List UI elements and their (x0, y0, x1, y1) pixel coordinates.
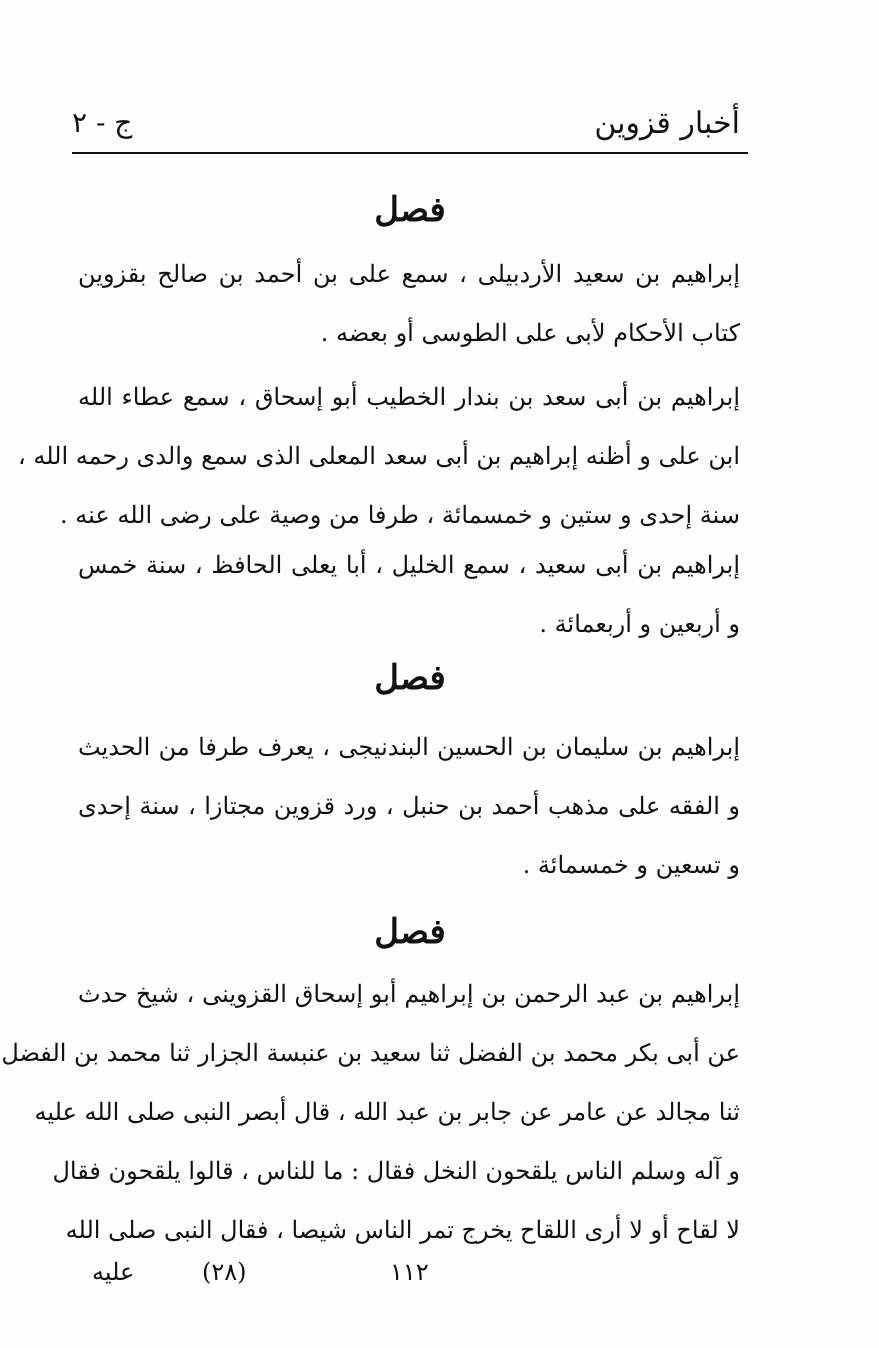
text-line: و آله وسلم الناس يلقحون النخل فقال : ما للناس ، قالوا يلقحون فقال (52, 1157, 740, 1185)
text-line: إبراهيم بن سعيد الأردبيلى ، سمع على بن أحمد بن صالح بقزوين (78, 260, 740, 288)
text-line: لا لقاح أو لا أرى اللقاح يخرج تمر الناس شيصا ، فقال النبى صلى الله (65, 1216, 740, 1244)
section-heading: فصل (374, 190, 446, 230)
page-footer (72, 1258, 748, 1298)
text-line: إبراهيم بن عبد الرحمن بن إبراهيم أبو إسحاق القزوينى ، شيخ حدث (78, 980, 740, 1008)
text-line: و الفقه على مذهب أحمد بن حنبل ، ورد قزوين مجتازا ، سنة إحدى (78, 792, 740, 820)
page-number: ١١٢ (390, 1258, 429, 1286)
biography-entry (78, 718, 740, 895)
volume-number: ج - ٢ (72, 106, 133, 139)
text-line: كتاب الأحكام لأبى على الطوسى أو بعضه . (320, 319, 740, 347)
text-line: و أربعين و أربعمائة . (539, 610, 740, 638)
text-line: إبراهيم بن أبى سعيد ، سمع الخليل ، أبا يعلى الحافظ ، سنة خمس (78, 551, 740, 579)
text-line: سنة إحدى و ستين و خمسمائة ، طرفا من وصية على رضى الله عنه . (60, 501, 740, 529)
signature-mark: (٢٨) (202, 1258, 247, 1286)
biography-entry (17, 368, 740, 545)
text-line: عن أبى بكر محمد بن الفضل ثنا سعيد بن عنبسة الجزار ثنا محمد بن الفضل (1, 1039, 740, 1067)
text-line: إبراهيم بن سليمان بن الحسين البندنيجى ، يعرف طرفا من الحديث (78, 733, 740, 761)
text-line: و تسعين و خمسمائة . (522, 851, 740, 879)
biography-entry (1, 965, 740, 1260)
text-line: ابن على و أظنه إبراهيم بن أبى سعد المعلى الذى سمع والدى رحمه الله ، (17, 442, 740, 470)
text-line: إبراهيم بن أبى سعد بن بندار الخطيب أبو إسحاق ، سمع عطاء الله (78, 383, 740, 411)
catchword: عليه (92, 1258, 135, 1286)
section-heading: فصل (374, 658, 446, 698)
section-heading: فصل (374, 912, 446, 952)
text-line: ثنا مجالد عن عامر عن جابر بن عبد الله ، قال أبصر النبى صلى الله عليه (34, 1098, 740, 1126)
biography-entry (78, 536, 740, 654)
biography-entry (78, 245, 740, 363)
running-header (72, 100, 748, 154)
book-title: أخبار قزوين (594, 106, 740, 141)
